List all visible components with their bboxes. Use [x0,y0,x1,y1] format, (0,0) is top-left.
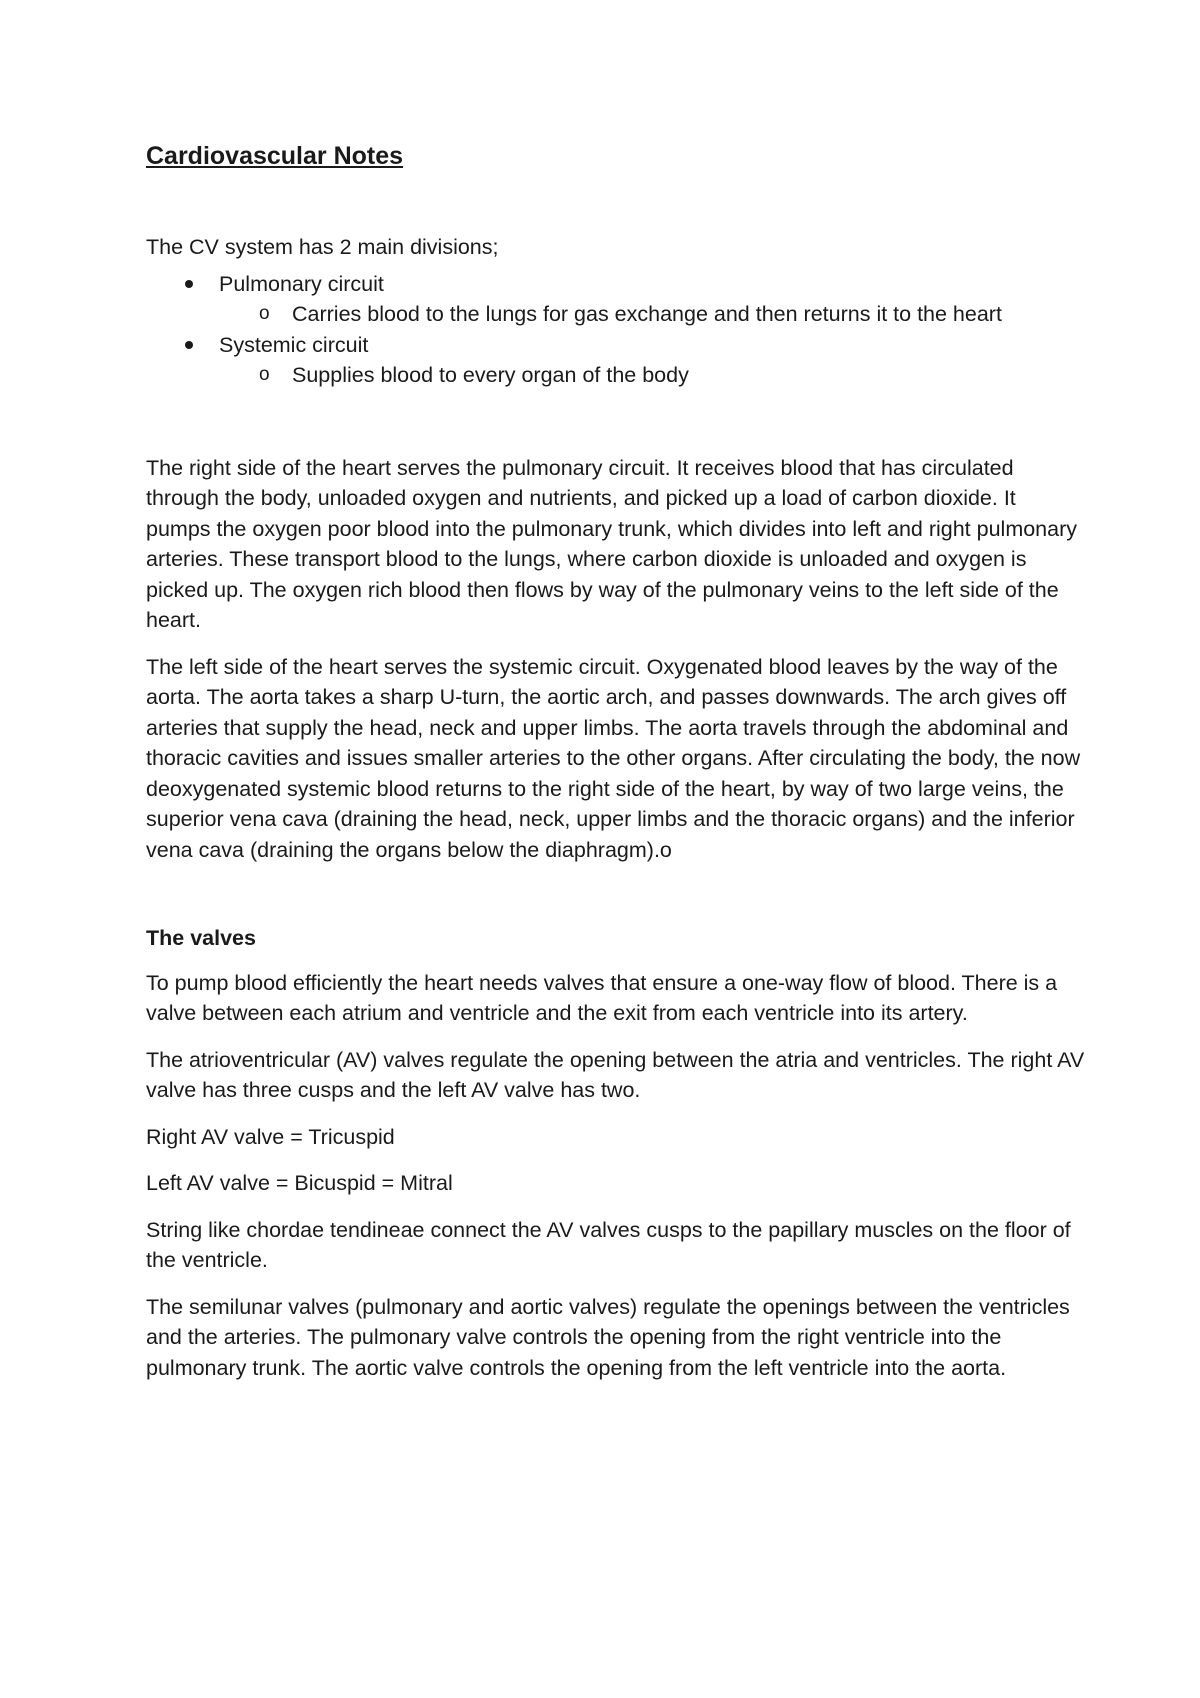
document-page [146,140,1086,1399]
document-title: Cardiovascular Notes [146,142,404,170]
valves-paragraph: The semilunar valves (pulmonary and aortic valves) regulate the openings between the ventricles and the arteries. The pulmonary valve controls the opening from the right ventricle into the pulmonary trunk. The aortic valve controls the opening from the left ventricle into the aorta. [146,1294,1070,1380]
paragraph-right-side: The right side of the heart serves the pulmonary circuit. It receives blood that has circulated through the body, unloaded oxygen and nutrients, and picked up a load of carbon dioxide. It pumps the oxygen poor blood into the pulmonary trunk, which divides into left and right pulmonary arteries. These transport blood to the lungs, where carbon dioxide is unloaded and oxygen is picked up. The oxygen rich blood then flows by way of the pulmonary veins to the left side of the heart. [146,455,1078,632]
sub-list-item-text: Supplies blood to every organ of the body [292,363,689,387]
bullet-dot-icon [185,280,193,288]
bullet-dot-icon [185,341,193,349]
paragraph-left-side: The left side of the heart serves the systemic circuit. Oxygenated blood leaves by the way of the aorta. The aorta takes a sharp U-turn, the aortic arch, and passes downwards. The arch gives off arteries that supply the head, neck and upper limbs. The aorta travels through the abdominal and thoracic cavities and issues smaller arteries to the other organs. After circulating the body, the now deoxygenated systemic blood returns to the right side of the heart, by way of two large veins, the superior vena cava (draining the head, neck, upper limbs and the thoracic organs) and the inferior vena cava (draining the organs below the diaphragm).o [146,654,1081,862]
valves-paragraph: Right AV valve = Tricuspid [146,1124,395,1149]
valves-paragraph: String like chordae tendineae connect the AV valves cusps to the papillary muscles on the floor of the ventricle. [146,1217,1071,1272]
sub-list-item [219,299,1086,330]
valves-paragraph: The atrioventricular (AV) valves regulate the opening between the atria and ventricles. The right AV valve has three cusps and the left AV valve has two. [146,1047,1085,1102]
sub-list-item [219,360,1086,391]
circle-bullet-icon: o [259,303,270,324]
sub-list-item-text: Carries blood to the lungs for gas exchange and then returns it to the heart [292,302,1002,326]
intro-text: The CV system has 2 main divisions; [146,235,499,259]
valves-paragraph: Left AV valve = Bicuspid = Mitral [146,1171,453,1195]
circuit-list [146,269,1086,391]
list-item-label: Systemic circuit [219,332,369,357]
section-heading-valves: The valves [146,926,256,950]
list-item-pulmonary [146,269,1086,330]
circle-bullet-icon: o [259,364,270,385]
list-item-label: Pulmonary circuit [219,271,384,296]
list-item-systemic [146,330,1086,391]
valves-paragraph: To pump blood efficiently the heart needs valves that ensure a one-way flow of blood. There is a valve between each atrium and ventricle and the exit from each ventricle into its artery. [146,970,1058,1025]
